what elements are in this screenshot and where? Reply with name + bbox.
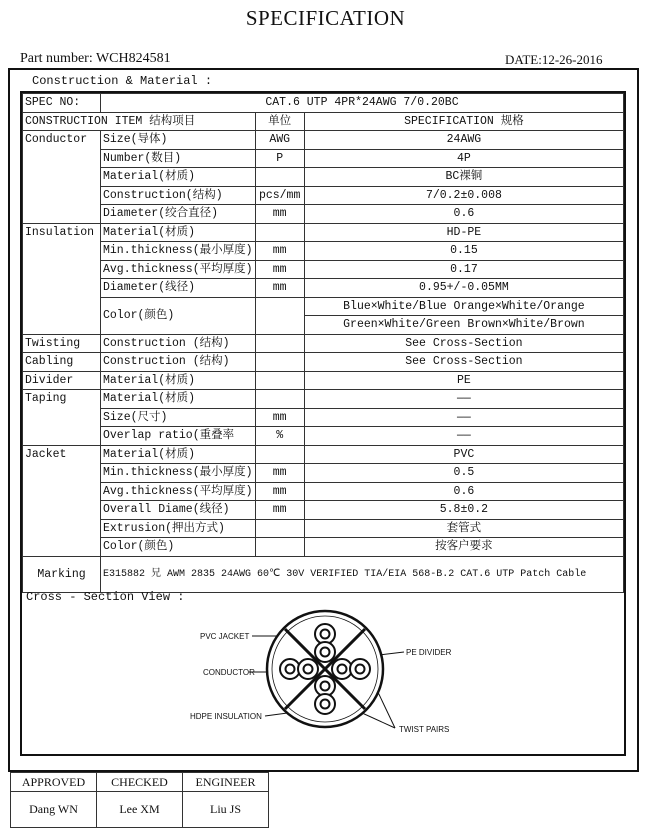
spec-row [23, 445, 624, 464]
unit-value: mm [255, 279, 304, 298]
spec-row [23, 334, 624, 353]
checked-name: Lee XM [97, 792, 183, 828]
item-label: Construction(结构) [100, 186, 255, 205]
spec-value: 套管式 [304, 519, 623, 538]
part-number: Part number: WCH824581 [20, 51, 171, 66]
spec-value: 0.17 [304, 260, 623, 279]
label-pvc-jacket: PVC JACKET [200, 632, 250, 641]
cross-section-title: Cross - Section View : [26, 590, 185, 604]
header-unit: 单位 [255, 112, 304, 131]
engineer-name: Liu JS [183, 792, 269, 828]
label-twist-pairs: TWIST PAIRS [399, 725, 450, 734]
spec-value: PVC [304, 445, 623, 464]
spec-value: BC裸铜 [304, 168, 623, 187]
spec-no-value: CAT.6 UTP 4PR*24AWG 7/0.20BC [100, 94, 623, 113]
item-label: Min.thickness(最小厚度) [100, 464, 255, 483]
item-label: Min.thickness(最小厚度) [100, 242, 255, 261]
item-label: Color(颜色) [100, 297, 255, 334]
spec-value: 按客户要求 [304, 538, 623, 557]
spec-value: 7/0.2±0.008 [304, 186, 623, 205]
checked-header: CHECKED [97, 773, 183, 792]
spec-row [23, 519, 624, 538]
section-label: Taping [23, 390, 101, 446]
label-hdpe-insulation: HDPE INSULATION [190, 712, 262, 721]
spec-row [23, 168, 624, 187]
spec-row [23, 186, 624, 205]
spec-row [23, 149, 624, 168]
spec-row [23, 482, 624, 501]
unit-value: mm [255, 464, 304, 483]
spec-value: —— [304, 427, 623, 446]
unit-value [255, 223, 304, 242]
spec-value: 0.5 [304, 464, 623, 483]
spec-value: Green×White/Green Brown×White/Brown [304, 316, 623, 335]
item-label: Material(材质) [100, 445, 255, 464]
item-label: Size(导体) [100, 131, 255, 150]
item-label: Material(材质) [100, 371, 255, 390]
signoff-table [10, 772, 269, 828]
spec-row [23, 223, 624, 242]
spec-value: 24AWG [304, 131, 623, 150]
spec-value: HD-PE [304, 223, 623, 242]
section-label: Jacket [23, 445, 101, 556]
unit-value: AWG [255, 131, 304, 150]
unit-value: P [255, 149, 304, 168]
document-date: DATE:12-26-2016 [505, 52, 603, 67]
spec-row [23, 353, 624, 372]
unit-value: mm [255, 501, 304, 520]
item-label: Material(材质) [100, 390, 255, 409]
color-row [23, 297, 624, 316]
item-label: Diameter(线径) [100, 279, 255, 298]
unit-value [255, 334, 304, 353]
item-label: Avg.thickness(平均厚度) [100, 260, 255, 279]
spec-row [23, 260, 624, 279]
spec-row [23, 408, 624, 427]
spec-row [23, 371, 624, 390]
unit-value: mm [255, 260, 304, 279]
spec-value: 0.15 [304, 242, 623, 261]
item-label: Overlap ratio(重叠率 [100, 427, 255, 446]
spec-value: 5.8±0.2 [304, 501, 623, 520]
item-label: Extrusion(押出方式) [100, 519, 255, 538]
unit-value: mm [255, 408, 304, 427]
unit-value [255, 538, 304, 557]
unit-value [255, 168, 304, 187]
spec-value: 0.6 [304, 205, 623, 224]
section-label: Twisting [23, 334, 101, 353]
label-pe-divider: PE DIVIDER [406, 648, 452, 657]
spec-table [22, 93, 624, 593]
spec-row [23, 427, 624, 446]
approved-name: Dang WN [11, 792, 97, 828]
spec-value: 0.95+/-0.05MM [304, 279, 623, 298]
spec-value: PE [304, 371, 623, 390]
item-label: Construction (结构) [100, 334, 255, 353]
item-label: Avg.thickness(平均厚度) [100, 482, 255, 501]
unit-value [255, 353, 304, 372]
unit-value [255, 445, 304, 464]
item-label: Number(数目) [100, 149, 255, 168]
section-label: Conductor [23, 131, 101, 224]
spec-row [23, 242, 624, 261]
spec-value: —— [304, 408, 623, 427]
item-label: Color(颜色) [100, 538, 255, 557]
unit-value: mm [255, 242, 304, 261]
spec-row [23, 464, 624, 483]
section-label: Divider [23, 371, 101, 390]
section-label: Insulation [23, 223, 101, 334]
unit-value: % [255, 427, 304, 446]
spec-no-label: SPEC NO: [23, 94, 101, 113]
spec-row [23, 501, 624, 520]
item-label: Material(材质) [100, 223, 255, 242]
unit-value: pcs/mm [255, 186, 304, 205]
header-item: CONSTRUCTION ITEM 结构项目 [23, 112, 256, 131]
construction-material-heading: Construction & Material : [32, 74, 213, 88]
spec-value: 0.6 [304, 482, 623, 501]
item-label: Overall Diame(线径) [100, 501, 255, 520]
marking-row [23, 556, 624, 592]
unit-value [255, 390, 304, 409]
cross-section-diagram [180, 604, 500, 744]
spec-value: See Cross-Section [304, 334, 623, 353]
item-label: Construction (结构) [100, 353, 255, 372]
section-label: Cabling [23, 353, 101, 372]
header-row [23, 112, 624, 131]
item-label: Diameter(绞合直径) [100, 205, 255, 224]
unit-value [255, 519, 304, 538]
unit-value [255, 371, 304, 390]
spec-row [23, 279, 624, 298]
spec-row [23, 390, 624, 409]
approved-header: APPROVED [11, 773, 97, 792]
marking-label: Marking [23, 556, 101, 592]
spec-value: —— [304, 390, 623, 409]
engineer-header: ENGINEER [183, 773, 269, 792]
spec-row [23, 205, 624, 224]
document-title: SPECIFICATION [245, 6, 406, 30]
unit-value: mm [255, 482, 304, 501]
unit-value: mm [255, 205, 304, 224]
label-conductor: CONDUCTOR [203, 668, 255, 677]
item-label: Material(材质) [100, 168, 255, 187]
spec-row [23, 131, 624, 150]
cable-cross-section [267, 611, 383, 727]
marking-text: E315882 兄 AWM 2835 24AWG 60℃ 30V VERIFIED TIA/EIA 568-B.2 CAT.6 UTP Patch Cable [100, 556, 623, 592]
spec-value: See Cross-Section [304, 353, 623, 372]
spec-no-row [23, 94, 624, 113]
spec-value: Blue×White/Blue Orange×White/Orange [304, 297, 623, 316]
spec-row [23, 538, 624, 557]
unit-value [255, 297, 304, 334]
spec-value: 4P [304, 149, 623, 168]
header-spec: SPECIFICATION 规格 [304, 112, 623, 131]
item-label: Size(尺寸) [100, 408, 255, 427]
